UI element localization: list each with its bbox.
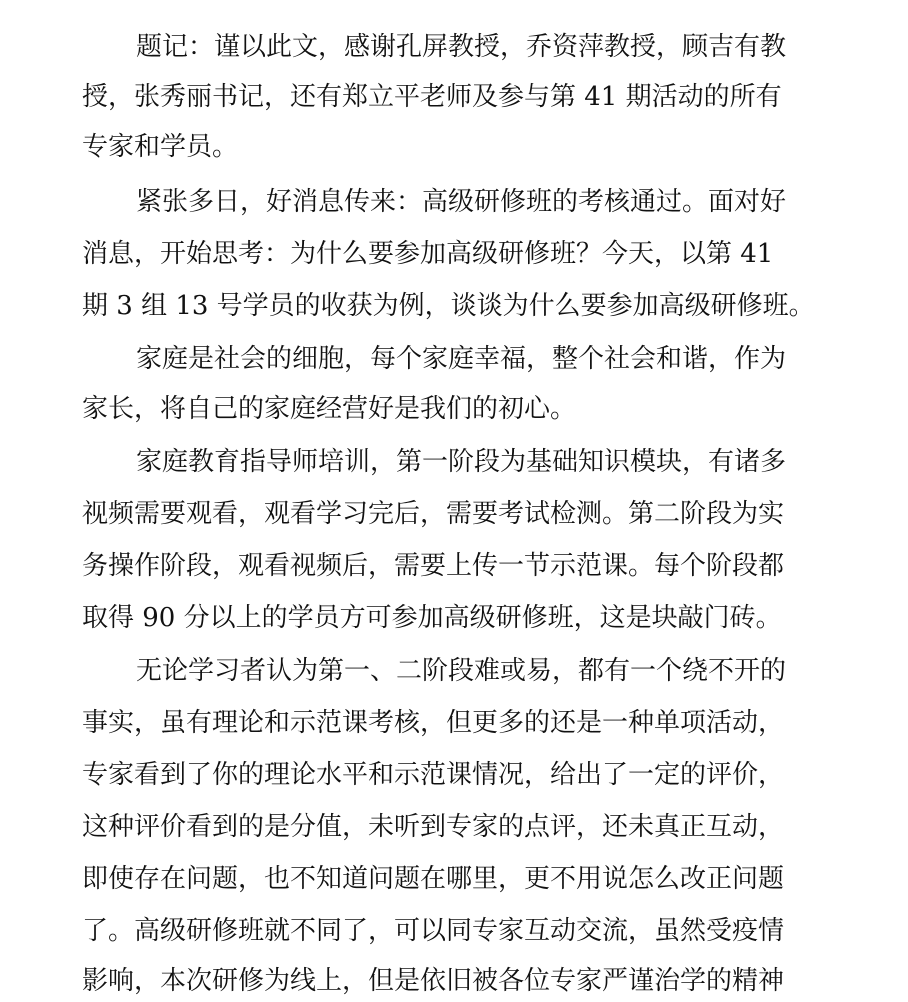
paragraph-2-line-2: 消息，开始思考：为什么要参加高级研修班？今天，以第 41	[82, 239, 774, 269]
paragraph-1-line-2: 授，张秀丽书记，还有郑立平老师及参与第 41 期活动的所有	[82, 82, 782, 112]
paragraph-2-line-1: 紧张多日，好消息传来：高级研修班的考核通过。面对好	[136, 187, 787, 217]
paragraph-2-line-3: 期 3 组 13 号学员的收获为例，谈谈为什么要参加高级研修班。	[82, 291, 815, 321]
paragraph-3-line-1: 家庭是社会的细胞，每个家庭幸福，整个社会和谐，作为	[136, 344, 787, 374]
paragraph-5-line-5: 即使存在问题，也不知道问题在哪里，更不用说怎么改正问题	[82, 864, 785, 894]
paragraph-4-line-4: 取得 90 分以上的学员方可参加高级研修班，这是块敲门砖。	[82, 603, 782, 633]
paragraph-5-line-3: 专家看到了你的理论水平和示范课情况，给出了一定的评价，	[82, 760, 785, 790]
paragraph-5-line-2: 事实，虽有理论和示范课考核，但更多的还是一种单项活动，	[82, 708, 785, 738]
paragraph-1-line-3: 专家和学员。	[82, 132, 239, 162]
paragraph-3-line-2: 家长，将自己的家庭经营好是我们的初心。	[82, 394, 577, 424]
paragraph-1-line-1: 题记：谨以此文，感谢孔屏教授，乔资萍教授，顾吉有教	[136, 32, 787, 62]
paragraph-4-line-1: 家庭教育指导师培训，第一阶段为基础知识模块，有诸多	[136, 447, 787, 477]
paragraph-5-line-7: 影响，本次研修为线上，但是依旧被各位专家严谨治学的精神	[82, 966, 785, 996]
paragraph-5-line-4: 这种评价看到的是分值，未听到专家的点评，还未真正互动，	[82, 812, 785, 842]
paragraph-4-line-3: 务操作阶段，观看视频后，需要上传一节示范课。每个阶段都	[82, 551, 785, 581]
paragraph-4-line-2: 视频需要观看，观看学习完后，需要考试检测。第二阶段为实	[82, 499, 785, 529]
paragraph-5-line-1: 无论学习者认为第一、二阶段难或易，都有一个绕不开的	[136, 656, 787, 686]
paragraph-5-line-6: 了。高级研修班就不同了，可以同专家互动交流，虽然受疫情	[82, 916, 785, 946]
